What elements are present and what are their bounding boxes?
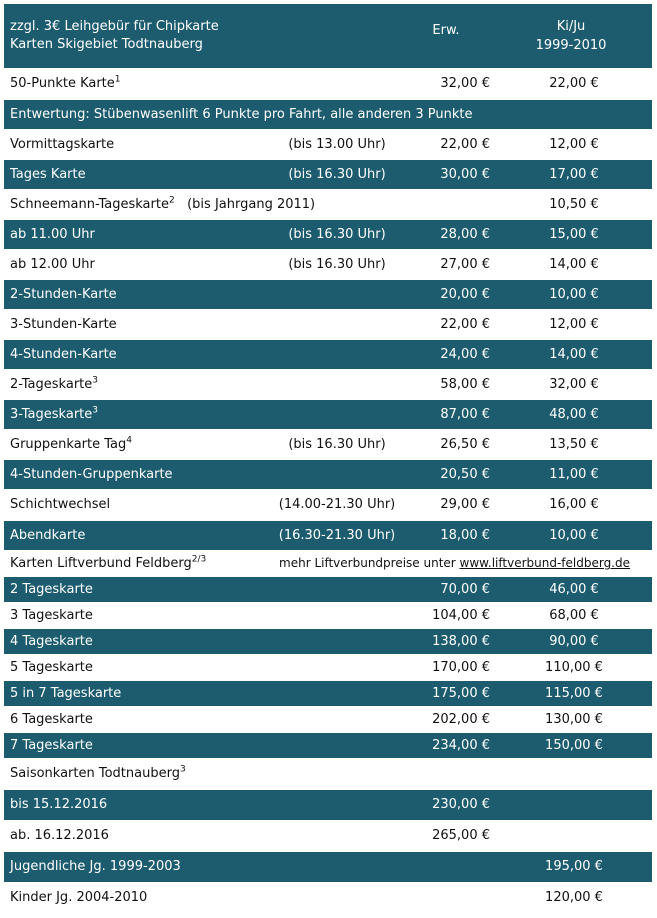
table-row — [4, 219, 652, 249]
table-row — [4, 339, 652, 369]
header-fee-note: zzgl. 3€ Leihgebür für Chipkarte — [10, 18, 219, 34]
row-child-price: 32,00 € — [490, 369, 652, 399]
row-child-price: 120,00 € — [490, 882, 652, 913]
table-row — [4, 851, 652, 882]
header-title: Karten Skigebiet Todtnauberg — [10, 36, 203, 52]
row-adult-price: 138,00 € — [402, 628, 490, 654]
table-row — [4, 576, 652, 602]
row-adult-price: 30,00 € — [402, 159, 490, 189]
row-adult-price: 22,00 € — [402, 129, 490, 159]
row-label: ab 11.00 Uhr — [4, 219, 266, 249]
row-label: bis 15.12.2016 — [4, 789, 402, 820]
row-child-price: 16,00 € — [490, 489, 652, 520]
table-row — [4, 399, 652, 429]
row-child-price: 10,00 € — [490, 279, 652, 309]
row-child-price: 22,00 € — [490, 68, 652, 99]
row-adult-price: 26,50 € — [402, 429, 490, 459]
row-adult-price: 27,00 € — [402, 249, 490, 279]
row-time — [266, 339, 402, 369]
row-label: 7 Tageskarte — [4, 732, 402, 758]
row-adult-price — [402, 882, 490, 913]
row-child-price: 13,50 € — [490, 429, 652, 459]
table-row — [4, 369, 652, 399]
price-table — [4, 4, 652, 914]
row-child-price: 17,00 € — [490, 159, 652, 189]
row-child-price: 68,00 € — [490, 602, 652, 628]
row-adult-price: 70,00 € — [402, 576, 490, 602]
row-child-price: 110,00 € — [490, 654, 652, 680]
row-child-price: 11,00 € — [490, 459, 652, 489]
saison-header — [4, 758, 652, 789]
table-row — [4, 129, 652, 159]
row-child-price: 90,00 € — [490, 628, 652, 654]
row-label: Tages Karte — [4, 159, 266, 189]
row-child-price: 10,50 € — [490, 189, 652, 219]
table-row — [4, 279, 652, 309]
row-label: 2 Tageskarte — [4, 576, 402, 602]
row-child-price — [490, 789, 652, 820]
row-child-price: 10,00 € — [490, 520, 652, 550]
table-row — [4, 628, 652, 654]
liftverbund-link[interactable]: www.liftverbund-feldberg.de — [459, 556, 630, 570]
row-child-price: 12,00 € — [490, 309, 652, 339]
row-time: (bis 16.30 Uhr) — [266, 219, 402, 249]
row-child-price: 14,00 € — [490, 339, 652, 369]
table-row — [4, 99, 652, 129]
row-time: (16.30-21.30 Uhr) — [266, 520, 402, 550]
row-child-price: 14,00 € — [490, 249, 652, 279]
liftverbund-note: mehr Liftverbundpreise unter www.liftverbund-feldberg.de — [266, 550, 652, 576]
row-label: Schichtwechsel — [4, 489, 266, 520]
row-time — [266, 68, 402, 99]
saison-title: Saisonkarten Todtnauberg$^3$ — [4, 758, 652, 789]
row-label: 2-Stunden-Karte — [4, 279, 266, 309]
row-label: Abendkarte — [4, 520, 266, 550]
table-row — [4, 489, 652, 520]
row-label: ab 12.00 Uhr — [4, 249, 266, 279]
row-adult-price: 265,00 € — [402, 820, 490, 851]
row-time: (bis 16.30 Uhr) — [266, 429, 402, 459]
row-label: Kinder Jg. 2004-2010 — [4, 882, 402, 913]
table-row — [4, 249, 652, 279]
row-label: Jugendliche Jg. 1999-2003 — [4, 851, 402, 882]
liftverbund-header — [4, 550, 652, 576]
row-adult-price: 20,50 € — [402, 459, 490, 489]
table-row — [4, 680, 652, 706]
row-label: Vormittagskarte — [4, 129, 266, 159]
row-child-price — [490, 820, 652, 851]
row-label: Schneemann-Tageskarte$^2$ (bis Jahrgang 2011) — [4, 189, 402, 219]
row-label: 3-Tageskarte$^3$ — [4, 399, 266, 429]
row-adult-price: 58,00 € — [402, 369, 490, 399]
liftverbund-title: Karten Liftverbund Feldberg$^{2/3}$ — [4, 550, 266, 576]
row-child-price: 46,00 € — [490, 576, 652, 602]
row-time: (14.00-21.30 Uhr) — [266, 489, 402, 520]
table-row — [4, 789, 652, 820]
table-row — [4, 882, 652, 913]
col-header-adult: Erw. — [432, 23, 460, 38]
row-child-price: 115,00 € — [490, 680, 652, 706]
table-row — [4, 459, 652, 489]
row-adult-price: 32,00 € — [402, 68, 490, 99]
table-row — [4, 520, 652, 550]
table-row — [4, 732, 652, 758]
row-label: 4-Stunden-Karte — [4, 339, 266, 369]
row-child-price: 150,00 € — [490, 732, 652, 758]
row-time — [266, 399, 402, 429]
row-label: 5 Tageskarte — [4, 654, 402, 680]
row-adult-price: 28,00 € — [402, 219, 490, 249]
row-child-price: 15,00 € — [490, 219, 652, 249]
validation-info: Entwertung: Stübenwasenlift 6 Punkte pro Fahrt, alle anderen 3 Punkte — [4, 99, 652, 129]
table-row — [4, 820, 652, 851]
row-label: 6 Tageskarte — [4, 706, 402, 732]
row-label: ab. 16.12.2016 — [4, 820, 402, 851]
row-time: (bis 13.00 Uhr) — [266, 129, 402, 159]
row-adult-price: 175,00 € — [402, 680, 490, 706]
row-label: 5 in 7 Tageskarte — [4, 680, 402, 706]
table-row — [4, 602, 652, 628]
row-time — [266, 459, 402, 489]
row-adult-price: 87,00 € — [402, 399, 490, 429]
table-row — [4, 706, 652, 732]
row-time — [266, 309, 402, 339]
row-time — [266, 369, 402, 399]
row-child-price: 48,00 € — [490, 399, 652, 429]
row-adult-price: 29,00 € — [402, 489, 490, 520]
row-label: 4-Stunden-Gruppenkarte — [4, 459, 266, 489]
row-label: 3 Tageskarte — [4, 602, 402, 628]
row-adult-price — [402, 851, 490, 882]
row-year-limit: (bis Jahrgang 2011) — [187, 196, 316, 212]
table-header — [4, 4, 652, 68]
row-label: Gruppenkarte Tag$^4$ — [4, 429, 266, 459]
table-row — [4, 429, 652, 459]
table-row — [4, 654, 652, 680]
row-child-price: 195,00 € — [490, 851, 652, 882]
row-time — [266, 279, 402, 309]
row-child-price: 12,00 € — [490, 129, 652, 159]
row-adult-price: 18,00 € — [402, 520, 490, 550]
row-adult-price: 234,00 € — [402, 732, 490, 758]
row-child-price: 130,00 € — [490, 706, 652, 732]
row-adult-price: 22,00 € — [402, 309, 490, 339]
row-label: 2-Tageskarte$^3$ — [4, 369, 266, 399]
row-adult-price: 20,00 € — [402, 279, 490, 309]
row-adult-price — [402, 189, 490, 219]
table-row — [4, 159, 652, 189]
table-row — [4, 309, 652, 339]
col-header-child: Ki/Ju — [556, 18, 586, 34]
row-adult-price: 230,00 € — [402, 789, 490, 820]
row-time: (bis 16.30 Uhr) — [266, 249, 402, 279]
table-row — [4, 189, 652, 219]
row-adult-price: 24,00 € — [402, 339, 490, 369]
row-adult-price: 104,00 € — [402, 602, 490, 628]
row-adult-price: 202,00 € — [402, 706, 490, 732]
row-label: 4 Tageskarte — [4, 628, 402, 654]
col-header-child-years: 1999-2010 — [535, 37, 607, 53]
table-row — [4, 68, 652, 99]
row-label: 50-Punkte Karte$^1$ — [4, 68, 266, 99]
row-adult-price: 170,00 € — [402, 654, 490, 680]
row-label: 3-Stunden-Karte — [4, 309, 266, 339]
row-time: (bis 16.30 Uhr) — [266, 159, 402, 189]
